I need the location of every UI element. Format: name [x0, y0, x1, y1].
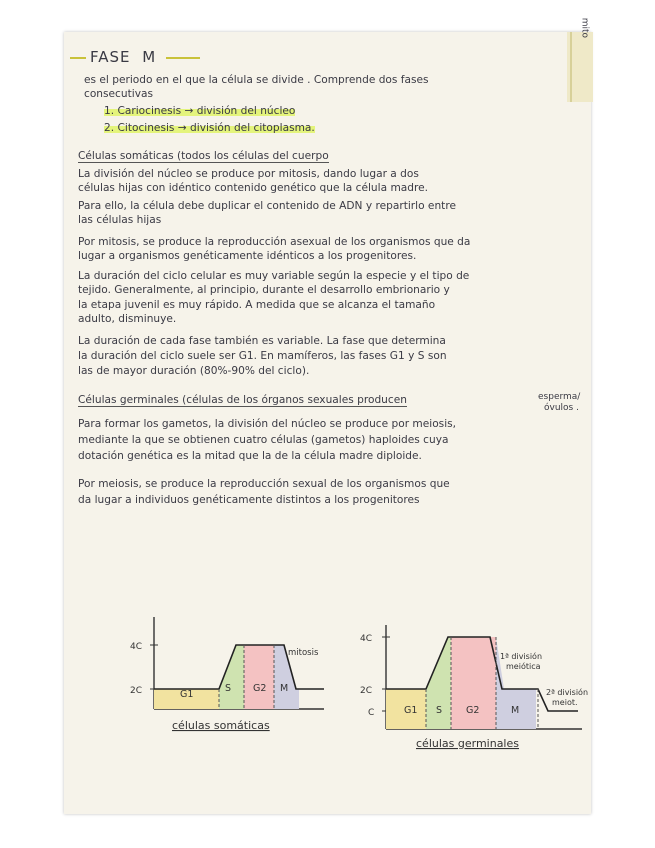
page-edge-decoration — [553, 32, 593, 102]
somatic-line: las células hijas — [78, 214, 162, 226]
somatic-cycle-chart — [124, 577, 334, 737]
somatic-line: Para ello, la célula debe duplicar el contenido de ADN y repartirlo entre — [78, 200, 456, 212]
heading-prefix: FASE — [90, 48, 131, 66]
y-tick-label: C — [368, 708, 375, 718]
annotation-mitosis: mitosis — [288, 648, 319, 658]
somatic-line: La división del núcleo se produce por mitosis, dando lugar a dos — [78, 168, 419, 180]
annotation-meiosis-2-cont: meiot. — [552, 698, 578, 707]
annotation-meiosis-2: 2ª división — [546, 688, 589, 697]
phase-label-G1: G1 — [180, 689, 194, 700]
phase-label-G2: G2 — [466, 705, 480, 716]
germinal-line: da lugar a individuos genéticamente distintos a los progenitores — [78, 494, 420, 506]
intro-line-2: consecutivas — [84, 88, 153, 100]
somatic-chart-svg — [124, 577, 334, 737]
somatic-line: La duración del ciclo celular es muy variable según la especie y el tipo de — [78, 270, 470, 282]
chart-caption: células somáticas — [172, 719, 270, 732]
somatic-line: células hijas con idéntico contenido genético que la célula madre. — [78, 182, 428, 194]
phase-label-S: S — [436, 705, 443, 716]
somatic-line: lugar a organismos genéticamente idénticos a los progenitores. — [78, 250, 417, 262]
germinal-line: Para formar los gametos, la división del núcleo se produce por meiosis, — [78, 418, 457, 430]
somatic-heading: Células somáticas (todos los células del cuerpo — [78, 150, 329, 162]
phase-label-G1: G1 — [404, 705, 418, 716]
y-tick-label: 4C — [360, 634, 373, 644]
y-tick-label: 2C — [360, 686, 373, 696]
y-tick-label: 4C — [130, 642, 143, 652]
somatic-line: la duración del ciclo suele ser G1. En mamíferos, las fases G1 y S son — [78, 350, 447, 362]
germinal-cycle-chart — [356, 587, 589, 750]
germinal-heading: Células germinales (células de los órganos sexuales producen — [78, 394, 407, 406]
intro-item-1: 1. Cariocinesis → división del núcleo — [104, 105, 296, 117]
page-heading — [70, 48, 200, 66]
margin-note: mito — [579, 17, 589, 38]
y-tick-label: 2C — [130, 686, 143, 696]
germinal-line: Por meiosis, se produce la reproducción sexual de los organismos que — [78, 478, 450, 490]
somatic-line: La duración de cada fase también es variable. La fase que determina — [78, 335, 446, 347]
somatic-line: Por mitosis, se produce la reproducción asexual de los organismos que da — [78, 236, 471, 248]
annotation-meiosis-1-cont: meiótica — [506, 662, 541, 671]
germinal-line: mediante la que se obtienen cuatro células (gametos) haploides cuya — [78, 434, 449, 446]
somatic-line: tejido. Generalmente, al principio, durante el desarrollo embrionario y — [78, 284, 450, 296]
heading-suffix: M — [142, 48, 157, 66]
somatic-line: las de mayor duración (80%-90% del ciclo). — [78, 365, 310, 377]
somatic-line: la etapa juvenil es muy rápido. A medida que se alcanza el tamaño — [78, 299, 436, 311]
notebook-page — [64, 17, 591, 814]
phase-label-S: S — [225, 683, 232, 694]
intro-item-2: 2. Citocinesis → división del citoplasma. — [104, 122, 315, 134]
germinal-line: dotación genética es la mitad que la de la célula madre diploide. — [78, 450, 422, 462]
phase-G2-region — [244, 645, 274, 709]
germinal-chart-svg — [356, 587, 589, 750]
phase-label-M: M — [280, 683, 289, 694]
phase-label-M: M — [511, 705, 520, 716]
germinal-side-note: esperma/ óvulos . — [538, 392, 581, 413]
somatic-line: adulto, disminuye. — [78, 313, 177, 325]
intro-line-1: es el periodo en el que la célula se divide . Comprende dos fases — [84, 74, 429, 86]
chart-caption: células germinales — [416, 737, 519, 750]
phase-label-G2: G2 — [253, 683, 267, 694]
annotation-meiosis-1: 1ª división — [500, 652, 543, 661]
